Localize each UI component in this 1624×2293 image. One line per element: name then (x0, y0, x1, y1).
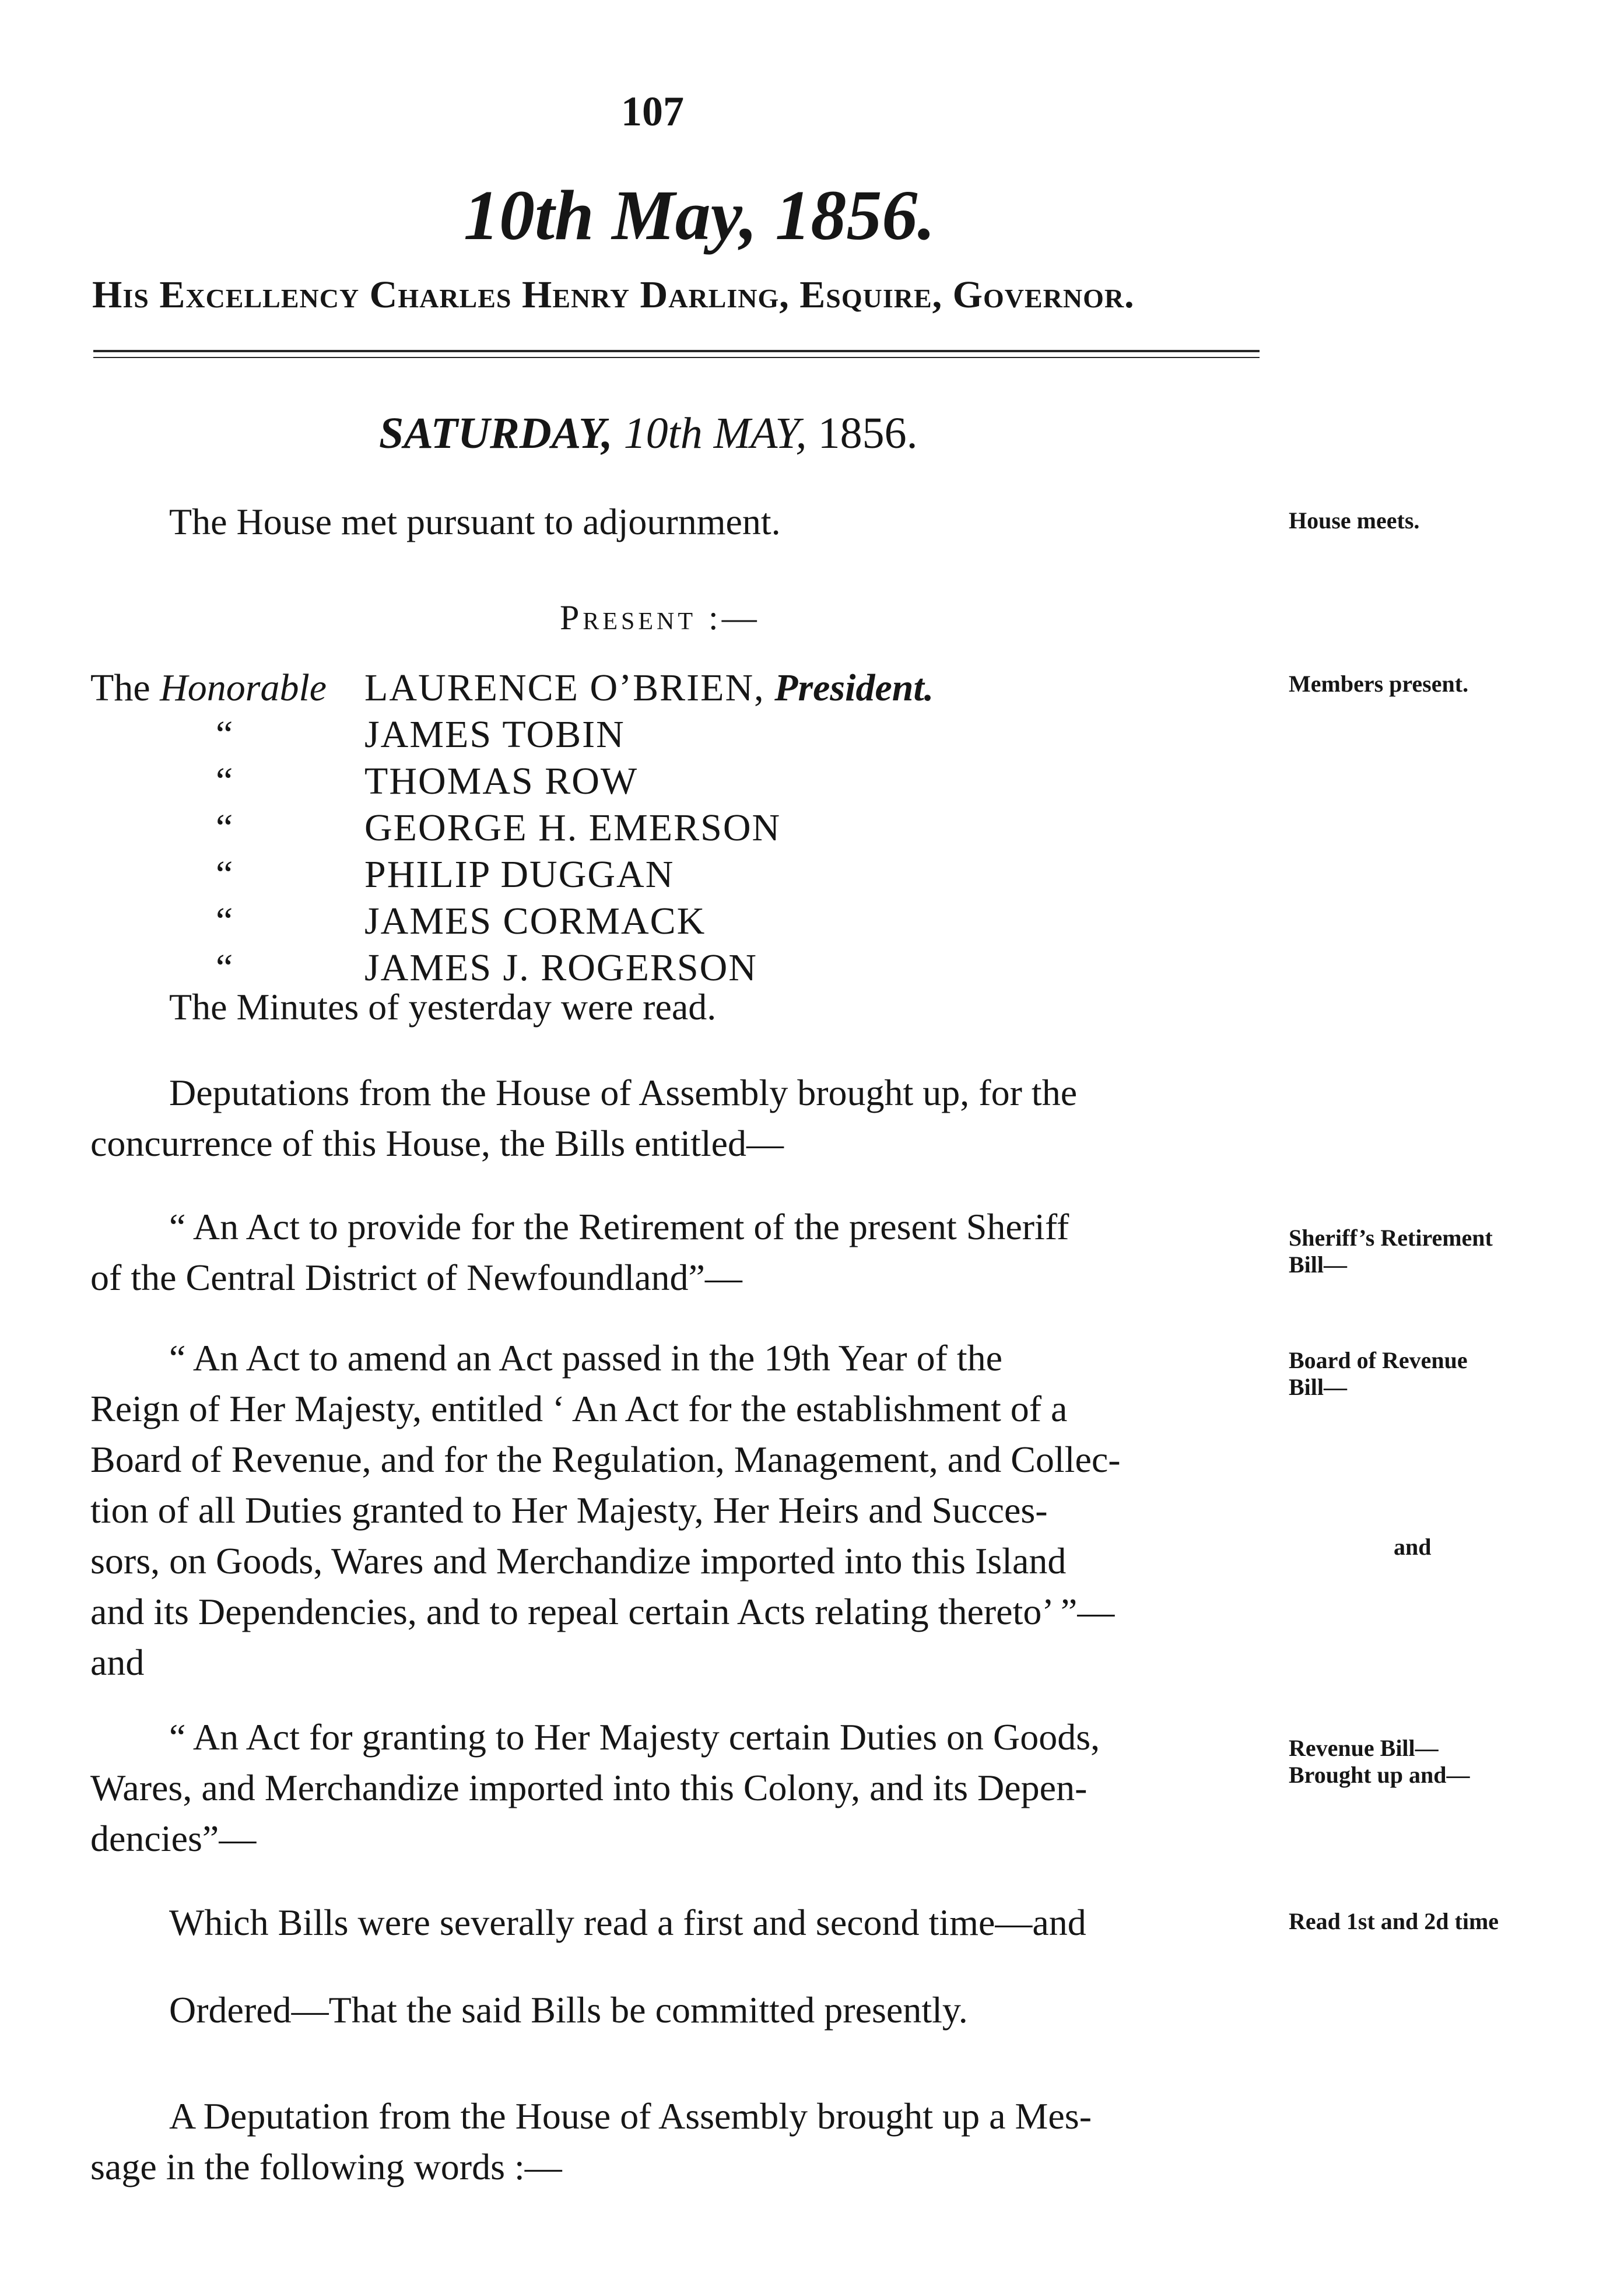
member-name: THOMAS ROW (364, 760, 639, 802)
sitting-year: 1856. (818, 409, 918, 458)
ordered-text: Ordered—That the said Bills be committed presently. (169, 1989, 968, 2031)
member-row (90, 851, 934, 898)
member-prefix: The Honorable (90, 667, 327, 709)
sitting-date (379, 408, 918, 459)
member-name: LAURENCE O’BRIEN, (364, 667, 765, 709)
message-paragraph: A Deputation from the House of Assembly brought up a Mes- sage in the following words :— (90, 2095, 1092, 2187)
sheriff-bill-paragraph: “ An Act to provide for the Retirement of the present Sheriff of the Central District of Newfoundland”— (90, 1206, 1069, 1298)
margin-note-revenue-bill: Revenue Bill— Brought up and— (1289, 1735, 1470, 1788)
member-row (90, 945, 934, 991)
members-list (90, 665, 934, 991)
member-row (90, 665, 934, 711)
ditto-mark: “ (216, 853, 233, 896)
ditto-mark: “ (216, 807, 233, 849)
member-name: PHILIP DUGGAN (364, 853, 675, 896)
header-rule-bottom (93, 357, 1260, 358)
sitting-day-date: 10th MAY, (623, 409, 807, 458)
date-heading: 10th May, 1856. (464, 176, 935, 255)
member-name: GEORGE H. EMERSON (364, 807, 781, 849)
margin-note-members-present: Members present. (1289, 671, 1469, 697)
page-number: 107 (621, 88, 684, 135)
sitting-day: SATURDAY, (379, 409, 613, 458)
read-twice-text: Which Bills were severally read a first and second time—and (169, 1902, 1086, 1943)
present-label: Present :— (560, 598, 760, 637)
margin-note-read-twice: Read 1st and 2d time (1289, 1908, 1499, 1934)
ditto-mark: “ (216, 900, 233, 942)
ditto-mark: “ (216, 946, 233, 989)
ditto-mark: “ (216, 713, 233, 756)
minutes-text: The Minutes of yesterday were read. (169, 986, 717, 1028)
member-name: JAMES J. ROGERSON (364, 946, 757, 989)
duties-bill-paragraph: “ An Act for granting to Her Majesty certain Duties on Goods, Wares, and Merchandize imported into this Colony, and its Depen- dencies”— (90, 1716, 1100, 1859)
member-name: JAMES TOBIN (364, 713, 625, 756)
member-title: Honorable (160, 667, 327, 709)
house-met-text: The House met pursuant to adjournment. (169, 501, 781, 542)
margin-note-and: and (1394, 1534, 1432, 1560)
board-of-revenue-bill-paragraph: “ An Act to amend an Act passed in the 19th Year of the Reign of Her Majesty, entitled ‘ An Act for the establishment of a Board of Revenue, and for the Regulation, Management, and Collec- tion of all Duties granted to Her Majesty, Her Heirs and Succes- sors, on Goods, Wares and Merchandize imported into this Island and its Dependencies, and to repeal certain Acts relating thereto’ ”— and (90, 1337, 1121, 1683)
governor-line: His Excellency Charles Henry Darling, Esquire, Governor. (92, 274, 1135, 316)
member-name: JAMES CORMACK (364, 900, 706, 942)
member-row (90, 805, 934, 851)
deputations-paragraph: Deputations from the House of Assembly brought up, for the concurrence of this House, the Bills entitled— (90, 1072, 1078, 1164)
member-role: President. (774, 667, 934, 709)
margin-note-house-meets: House meets. (1289, 507, 1420, 534)
member-row (90, 711, 934, 758)
header-rule-top (93, 350, 1260, 352)
member-row (90, 758, 934, 805)
margin-note-board-bill: Board of Revenue Bill— (1289, 1347, 1468, 1400)
ditto-mark: “ (216, 760, 233, 802)
member-row (90, 898, 934, 945)
margin-note-sheriff-bill: Sheriff’s Retirement Bill— (1289, 1225, 1493, 1278)
